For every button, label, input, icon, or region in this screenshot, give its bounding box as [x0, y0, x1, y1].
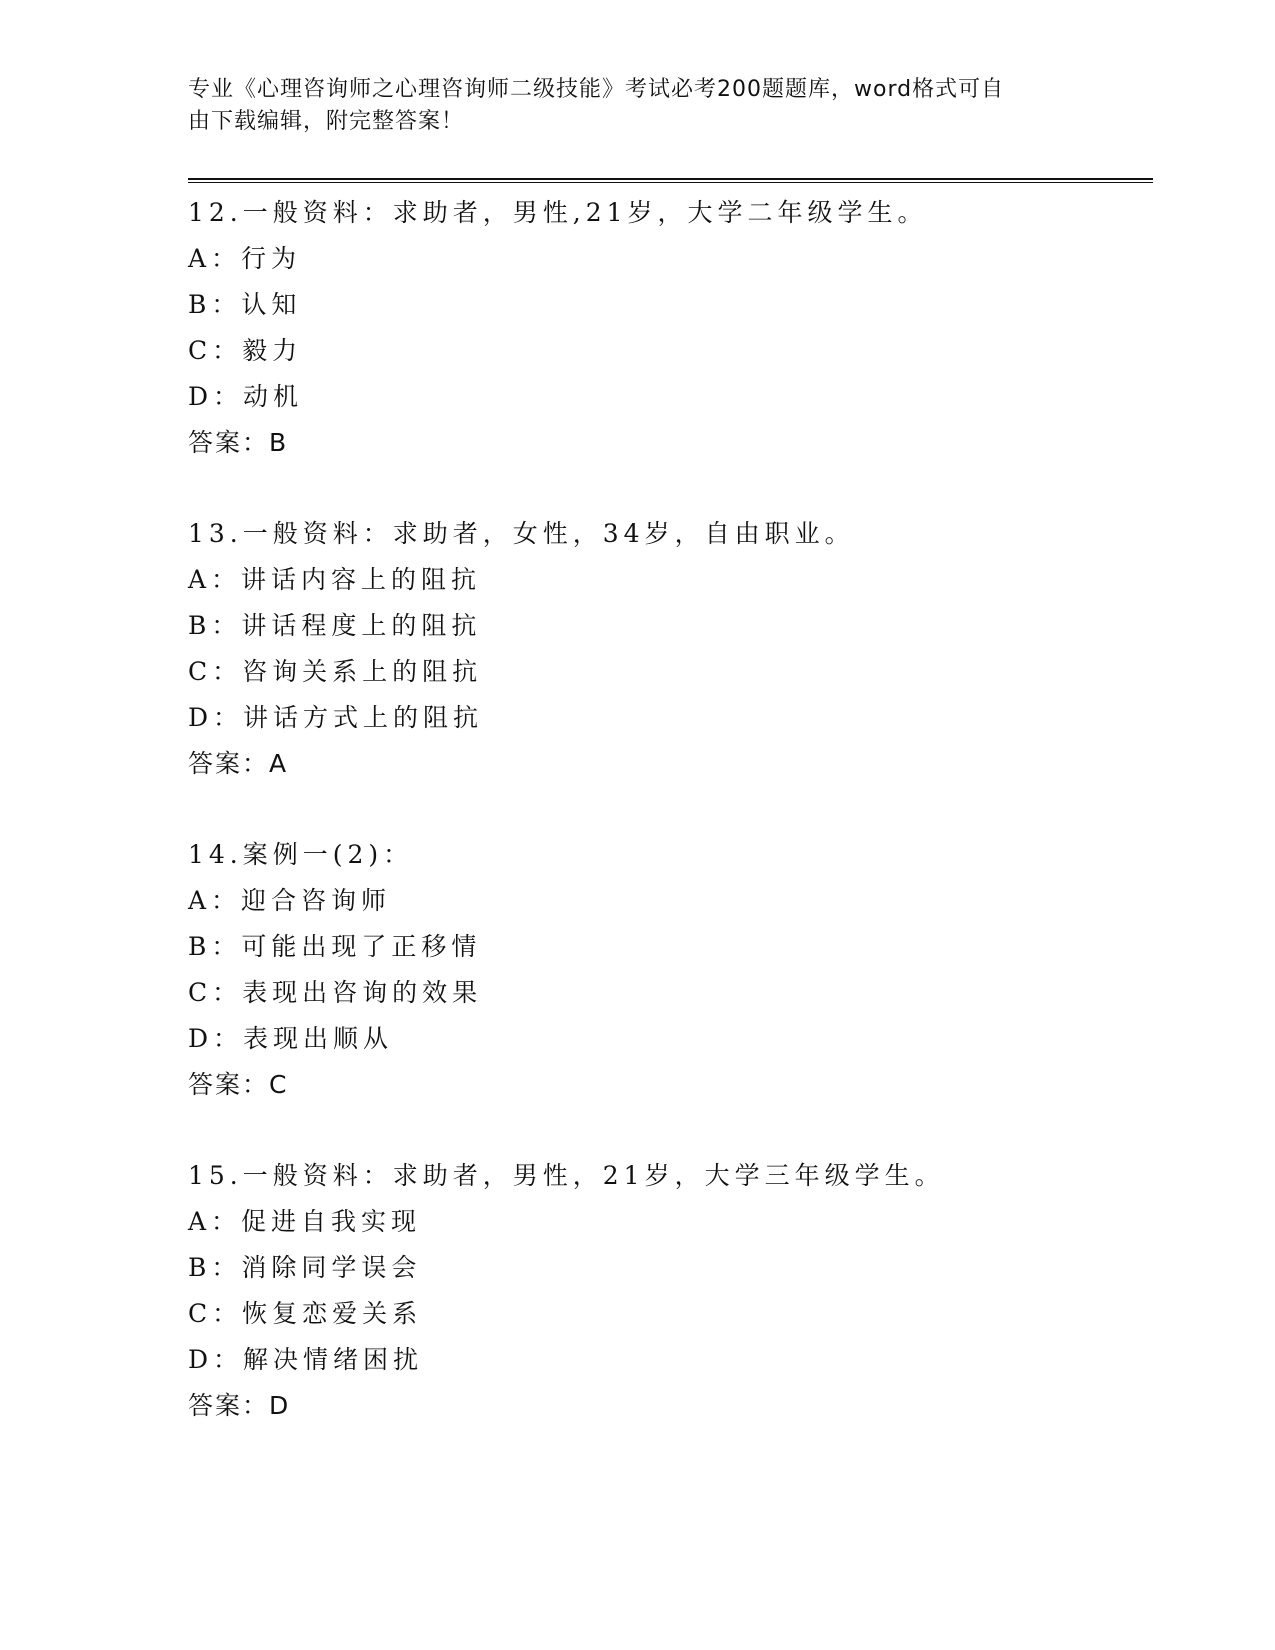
question-15: [188, 1153, 1148, 1429]
question-12: [188, 190, 1148, 466]
option-a: A：讲话内容上的阻抗: [188, 565, 482, 594]
option-b: B：可能出现了正移情: [188, 932, 482, 961]
answer-line: [188, 420, 1148, 466]
option-c: C：咨询关系上的阻抗: [188, 657, 483, 686]
answer-label: 答案：: [188, 749, 270, 778]
header-divider: [188, 178, 1153, 183]
option-c: C：毅力: [188, 336, 303, 365]
header-line-2: 由下载编辑，附完整答案！: [188, 109, 465, 134]
answer-label: 答案：: [188, 428, 270, 457]
answer-value: D: [269, 1391, 291, 1420]
answer-line: [188, 1383, 1148, 1429]
option-b: B：消除同学误会: [188, 1253, 422, 1282]
answer-label: 答案：: [188, 1070, 270, 1099]
answer-value: C: [269, 1070, 289, 1099]
answer-value: B: [269, 428, 289, 457]
question-14: [188, 832, 1148, 1108]
option-b: B：讲话程度上的阻抗: [188, 611, 482, 640]
option-a: A：促进自我实现: [188, 1207, 422, 1236]
question-stem: 13.一般资料：求助者，女性，34岁，自由职业。: [188, 519, 855, 548]
option-c: C：表现出咨询的效果: [188, 978, 483, 1007]
question-stem: 15.一般资料：求助者，男性，21岁，大学三年级学生。: [188, 1161, 945, 1190]
question-stem: 14.案例一(2)：: [188, 840, 414, 869]
option-d: D：动机: [188, 382, 304, 411]
header-line-1: 专业《心理咨询师之心理咨询师二级技能》考试必考200题题库，word格式可自: [188, 77, 1005, 102]
option-d: D：表现出顺从: [188, 1024, 394, 1053]
option-b: B：认知: [188, 290, 302, 319]
answer-line: [188, 1062, 1148, 1108]
option-d: D：解决情绪困扰: [188, 1345, 424, 1374]
option-d: D：讲话方式上的阻抗: [188, 703, 484, 732]
answer-label: 答案：: [188, 1391, 270, 1420]
question-stem: 12.一般资料：求助者，男性,21岁，大学二年级学生。: [188, 198, 928, 227]
option-a: A：迎合咨询师: [188, 886, 392, 915]
answer-line: [188, 741, 1148, 787]
question-list: [188, 190, 1148, 1474]
question-13: [188, 511, 1148, 787]
option-c: C：恢复恋爱关系: [188, 1299, 423, 1328]
option-a: A：行为: [188, 244, 302, 273]
answer-value: A: [269, 749, 289, 778]
document-header: [188, 74, 1068, 138]
